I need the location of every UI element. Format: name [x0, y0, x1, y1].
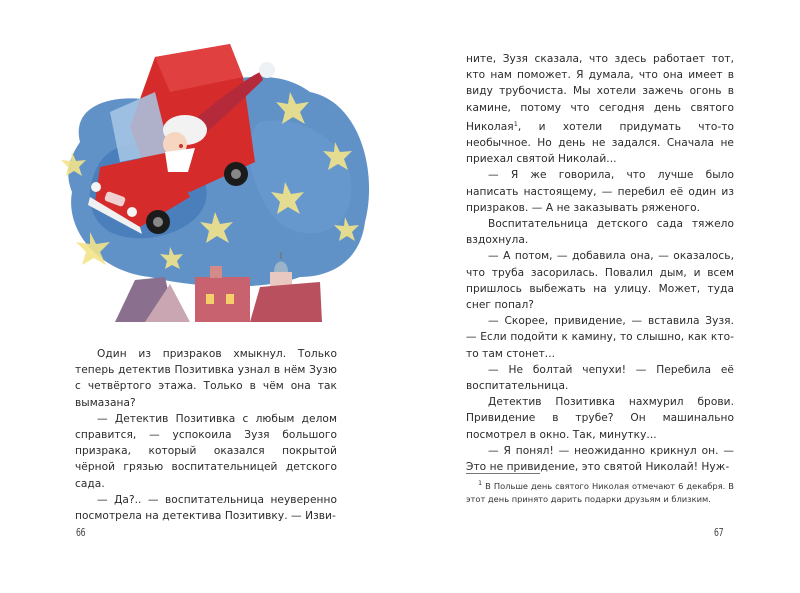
footnote-text: В Польше день святого Николая отмечают 6 декабря. В этот день принято дарить подарки друзьям и близким.	[466, 481, 735, 504]
page-number-right: 67	[714, 526, 724, 539]
footnote	[466, 477, 734, 506]
paragraph: — Да?.. — воспитательница неуверенно посмотрела на детектива Позитивку. — Изви-	[75, 493, 337, 523]
paragraph: — Не болтай чепухи! — Перебила её воспитательница.	[466, 363, 734, 393]
paragraph: — Я же говорила, что лучше было написать настоящему, — перебил её один из призраков. — А не заказывать ряженого.	[466, 169, 734, 214]
paragraph: Детектив Позитивка нахмурил брови. Привидение в трубе? Он машинально посмотрел в окно. Так, минутку...	[466, 396, 734, 441]
paragraph: Воспитательница детского сада тяжело вздохнула.	[466, 218, 734, 247]
paragraph: — Я понял! — неожиданно крикнул он. — Это не привидение, это святой Николай! Нуж-	[466, 444, 734, 474]
paragraph: — А потом, — добавила она, — оказалось, что труба засорилась. Повалил дым, и всем пришлось выбежать на улицу. Может, туда снег попал?	[466, 250, 734, 312]
paragraph: — Скорее, привидение, — вставила Зузя. — Если подойти к камину, то слышно, как кто-то там стонет...	[466, 315, 734, 360]
paragraph: — Детектив Позитивка с любым делом справится, — успокоила Зузя большого призрака, который оказался покрытой чёрной грязью воспитательницей детского сада.	[75, 412, 337, 490]
right-page-text	[466, 51, 734, 475]
paragraph: Один из призраков хмыкнул. Только теперь детектив Позитивка узнал в нём Зузю с четвёртого этажа. Только в чём она так вымазана?	[75, 348, 337, 409]
footnote-marker[interactable]: 1	[513, 119, 518, 128]
page-number-left: 66	[76, 526, 86, 539]
left-page-text	[75, 346, 337, 524]
watercolor-illustration	[60, 22, 380, 322]
paragraph: ните, Зузя сказала, что здесь работает тот, кто нам поможет. Я думала, что она имеет в виду трубочиста. Мы хотели зажечь огонь в камине, потому что сегодня день святого Николая$^1$, и хотели придумать что-то необычное. Но день не задался. Сначала не приехал святой Николай...	[466, 53, 734, 166]
illustration-image	[60, 22, 380, 322]
footnote-number: 1	[478, 479, 483, 487]
footnote-divider	[466, 473, 540, 474]
